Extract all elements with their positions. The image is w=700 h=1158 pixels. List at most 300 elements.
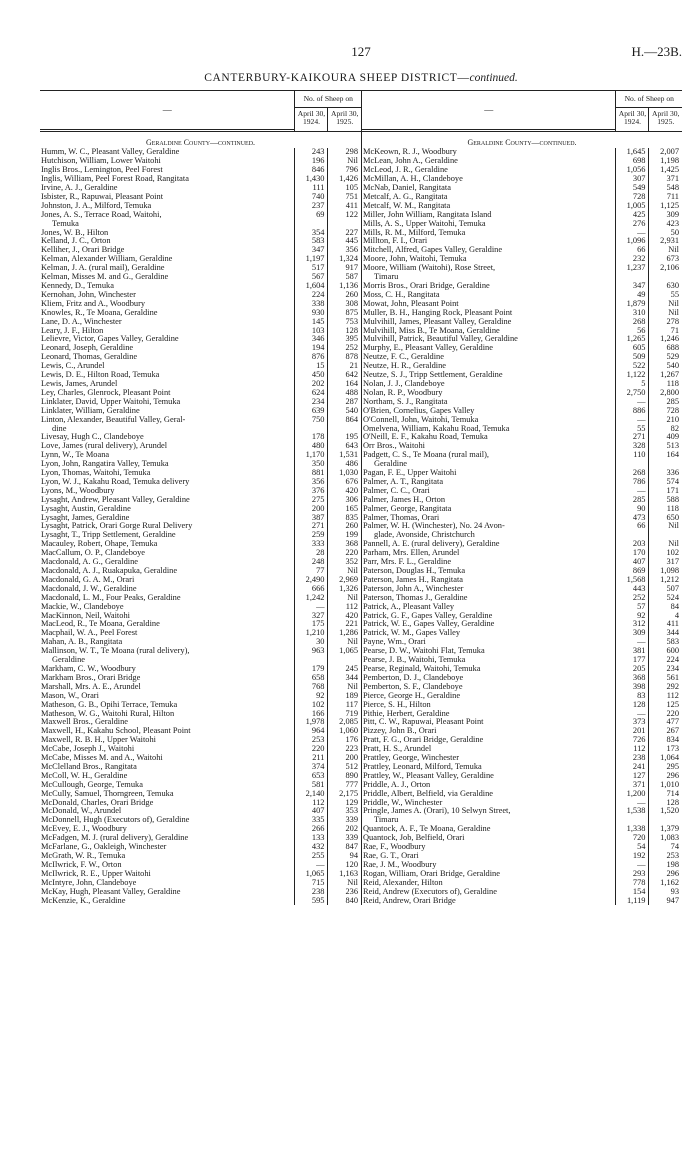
sheep-1924: 103 [295,327,328,336]
owner-name: Palmer, Thomas, Orari [363,513,440,522]
sheep-1924: 194 [295,344,328,353]
sheep-1924: 750 [295,416,328,425]
sheep-1925: 171 [649,487,682,496]
sheep-1925 [328,220,361,229]
table-row [362,567,682,576]
owner-name: Kernohan, John, Winchester [41,290,136,299]
table-row [362,166,682,175]
sheep-1925: 540 [649,362,682,371]
table-row [40,166,361,175]
sheep-1924: 232 [616,255,649,264]
sheep-1924: 268 [616,318,649,327]
sheep-1924: 327 [295,612,328,621]
sheep-1924: 473 [616,514,649,523]
sheep-1924: 869 [616,567,649,576]
owner-name: Pierce, S. H., Hilton [363,700,431,709]
table-row [40,362,361,371]
sheep-1925: 278 [649,318,682,327]
table-row [40,211,361,220]
owner-name: Geraldine [374,460,408,469]
table-row [362,193,682,202]
owner-name: Humm, W. C., Pleasant Valley, Geraldine [41,148,180,157]
table-row [40,549,361,558]
table-row [362,371,682,380]
sheep-1925: 2,007 [649,148,682,157]
sheep-1925: 252 [328,344,361,353]
sheep-1924: 200 [295,505,328,514]
sheep-1924: 2,750 [616,389,649,398]
sheep-1924: 28 [295,549,328,558]
sheep-1924: 102 [295,701,328,710]
section-heading: Geraldine County—continued. [145,137,256,147]
sheep-1924: 407 [295,807,328,816]
table-row [40,469,361,478]
owner-name: Macphail, W. A., Peel Forest [41,629,138,638]
left-table [40,91,361,905]
owner-name: Lysaght, T., Tripp Settlement, Geraldine [41,531,176,540]
table-row [362,638,682,647]
sheep-1924: — [616,638,649,647]
table-row [362,478,682,487]
sheep-1925: 1,286 [328,629,361,638]
sheep-1925 [328,425,361,434]
table-row [362,148,682,157]
sheep-1925: 2,175 [328,790,361,799]
sheep-1924: 509 [616,353,649,362]
sheep-1924: 177 [616,656,649,665]
owner-name: Pemberton, S. F., Clandeboye [363,682,463,691]
owner-name: Jones, A. S., Terrace Road, Waitohi, [41,210,162,219]
sheep-1925: 688 [649,344,682,353]
sheep-1924: 658 [295,674,328,683]
table-row [362,246,682,255]
sheep-1925: 198 [649,861,682,870]
sheep-1924: 387 [295,514,328,523]
sheep-1925: 336 [649,469,682,478]
sheep-1925: 195 [328,433,361,442]
sheep-1924: 145 [295,318,328,327]
sheep-1924: 238 [295,888,328,897]
table-row [362,469,682,478]
owner-name: McFadgen, M. J. (rural delivery), Geraldine [41,834,189,843]
sheep-1925: 409 [649,433,682,442]
sheep-1924 [616,460,649,469]
sheep-1925: 296 [649,870,682,879]
sheep-1924: 881 [295,469,328,478]
sheep-1924: 310 [616,309,649,318]
sheep-1924: 179 [295,665,328,674]
sheep-1925: 199 [328,531,361,540]
sheep-1924: 234 [295,398,328,407]
sheep-1924: — [616,710,649,719]
owner-name: Paterson, James H., Rangitata [363,575,464,584]
sheep-1924: 192 [616,852,649,861]
owner-name: Priddle, W., Winchester [363,798,443,807]
table-row [362,603,682,612]
sheep-1924: — [616,416,649,425]
table-row [362,816,682,825]
sheep-1924: — [616,861,649,870]
sheep-1924: 432 [295,843,328,852]
table-row [362,540,682,549]
owner-name: Macdonald, J. W., Geraldine [41,584,137,593]
table-row [40,612,361,621]
owner-name: Lyon, Thomas, Waitohi, Temuka [41,469,151,478]
sheep-1924: 175 [295,620,328,629]
sheep-1924: 2,140 [295,790,328,799]
sheep-1924: 443 [616,585,649,594]
sheep-1924: 373 [616,718,649,727]
sheep-1925: 420 [328,612,361,621]
sheep-1925: 224 [649,656,682,665]
sheep-1924: 259 [295,531,328,540]
sheep-1924: 374 [295,763,328,772]
sheep-1925: 200 [328,754,361,763]
table-row [362,398,682,407]
sheep-1925: 1,267 [649,371,682,380]
sheep-1925: 220 [649,710,682,719]
sheep-1924: 1,538 [616,807,649,816]
table-row [40,807,361,816]
table-row [40,229,361,238]
owner-name: Timaru [374,273,399,282]
sheep-1925: 2,085 [328,718,361,727]
owner-name: Quantock, A. F., Te Moana, Geraldine [363,825,491,834]
table-row [40,300,361,309]
sheep-1924: 715 [295,879,328,888]
sheep-1925: 486 [328,460,361,469]
sheep-1924 [616,816,649,825]
sheep-1924: 1,119 [616,897,649,906]
sheep-1925: 834 [649,736,682,745]
table-row [362,843,682,852]
owner-name: Palmer, C. C., Orari [363,486,430,495]
table-row [40,603,361,612]
table-row [40,772,361,781]
owner-name: Parham, Mrs. Ellen, Arundel [363,549,460,558]
owner-name: Pearse, D. W., Waitohi Flat, Temuka [363,647,485,656]
right-table-body [362,131,682,905]
sheep-1924: 170 [616,549,649,558]
sheep-1924: 1,568 [616,576,649,585]
name-column-header: — [40,91,295,129]
table-row [362,335,682,344]
sheep-1924: 368 [616,674,649,683]
owner-name: McDonald, Charles, Orari Bridge [41,798,154,807]
owner-name: Rae, G. T., Orari [363,852,419,860]
table-row [40,736,361,745]
owner-name: Inglis Bros., Lemington, Peel Forest [41,166,163,175]
sheep-1924: 333 [295,540,328,549]
sheep-1925: 1,162 [649,879,682,888]
owner-name: Nolan, J. J., Clandeboye [363,379,445,388]
owner-name: Lyon, John, Rangatira Valley, Temuka [41,460,169,469]
sheep-1925: 105 [328,184,361,193]
right-table [362,91,682,905]
table-row [362,781,682,790]
owner-name: Paterson, Douglas H., Temuka [363,567,466,575]
owner-name: Reid, Alexander, Hilton [363,878,443,887]
sheep-1925: 344 [328,674,361,683]
table-row [362,451,682,460]
sheep-1925: 477 [649,718,682,727]
owner-name: Knowles, R., Te Moana, Geraldine [41,308,158,317]
sheep-1925: 84 [649,603,682,612]
table-row [40,273,361,282]
owner-name: Palmer, W. H. (Winchester), No. 24 Avon- [363,522,505,531]
sheep-1925: 600 [649,647,682,656]
owner-name: Quantock, Job, Belfield, Orari [363,834,465,843]
sheep-1925: 643 [328,442,361,451]
sheep-1925: 1,136 [328,282,361,291]
sheep-1924: 203 [616,540,649,549]
owner-name: Priddle, A. J., Orton [363,780,431,789]
owner-name: Pierce, George H., Geraldine [363,691,461,700]
table-row [40,834,361,843]
table-row [40,790,361,799]
sheep-1925: 1,326 [328,585,361,594]
sheep-1925: 339 [328,834,361,843]
owner-name: Kelman, Misses M. and G., Geraldine [41,273,169,282]
sheep-1924: — [616,229,649,238]
sheep-1925: 164 [328,380,361,389]
sheep-1925: 220 [328,549,361,558]
sheep-1925: 2,969 [328,576,361,585]
sheep-1924: 285 [616,496,649,505]
table-row [40,540,361,549]
sheep-1924: 398 [616,683,649,692]
owner-name: Palmer, George, Rangitata [363,504,452,513]
owner-name: Mackie, W., Clandeboye [41,602,124,611]
sheep-1925: 630 [649,282,682,291]
sheep-1925: 728 [649,407,682,416]
sheep-1924: 1,338 [616,825,649,834]
table-row [362,888,682,897]
sheep-1924: 238 [616,754,649,763]
owner-name: Johnston, J. A., Milford, Temuka [41,201,152,210]
sheep-1925: 50 [649,229,682,238]
table-row [40,246,361,255]
table-row [362,264,682,273]
sheep-1925: 835 [328,514,361,523]
sheep-1924: 248 [295,558,328,567]
sheep-1925: 512 [328,763,361,772]
sheep-1925: 1,010 [649,781,682,790]
owner-name: Pemberton, D. J., Clandeboye [363,673,464,682]
owner-name: Leary, J. F., Hilton [41,326,104,335]
table-row [40,674,361,683]
sheep-1924: 276 [616,220,649,229]
owner-name: Mason, W., Orari [41,691,99,700]
sheep-1925: 847 [328,843,361,852]
table-row [362,656,682,665]
sheep-1924: 83 [616,692,649,701]
table-row [40,335,361,344]
table-row [362,309,682,318]
title-suffix: continued. [469,72,518,84]
owner-name: McKeown, R. J., Woodbury [363,148,457,157]
sheep-1924: 268 [616,469,649,478]
sheep-1925: 260 [328,522,361,531]
sheep-1924: 964 [295,727,328,736]
owner-name: McCully, Samuel, Thorngreen, Temuka [41,789,174,798]
sheep-1925: 1,531 [328,451,361,460]
sheep-1925: 164 [649,451,682,460]
table-row [362,594,682,603]
sheep-1924: 963 [295,647,328,656]
sheep-1925: Nil [328,638,361,647]
sheep-1924: 350 [295,460,328,469]
sheep-1924: 581 [295,781,328,790]
sheep-1924: 639 [295,407,328,416]
sheep-1925: 296 [649,772,682,781]
table-row [362,291,682,300]
sheep-1924: 241 [616,763,649,772]
owner-name: McNab, Daniel, Rangitata [363,184,451,193]
owner-name: Marshall, Mrs. A. E., Arundel [41,682,141,691]
owner-name: Pannell, A. E. (rural delivery), Geraldine [363,540,500,549]
sheep-1925: 878 [328,353,361,362]
sheep-1925: 128 [328,327,361,336]
table-row [40,816,361,825]
table-row [40,264,361,273]
sheep-1925: 245 [328,665,361,674]
table-row [362,870,682,879]
owner-name: McCabe, Joseph J., Waitohi [41,745,135,754]
sheep-1925: 540 [328,407,361,416]
owner-name: Mitchell, Alfred, Gapes Valley, Geraldine [363,246,503,255]
owner-name: O'Connell, John, Waitohi, Temuka [363,415,479,424]
sheep-1925: 55 [649,291,682,300]
owner-name: Patrick, W. M., Gapes Valley [363,629,461,638]
sheep-1925: 306 [328,496,361,505]
table-row [40,407,361,416]
owner-name: Pratt, F. G., Orari Bridge, Geraldine [363,736,484,745]
table-row [362,460,682,469]
sheep-1924: 54 [616,843,649,852]
sheep-1925: 1,425 [649,166,682,175]
table-row [40,888,361,897]
sheep-1924: 1,056 [616,166,649,175]
sheep-1925: 2,931 [649,237,682,246]
table-row [362,620,682,629]
owner-name: Neutze, S. J., Tripp Settlement, Geraldine [363,371,503,380]
owner-name: Lysaght, Patrick, Orari Gorge Rural Delivery [41,522,193,531]
sheep-1925: 117 [328,701,361,710]
table-row [40,451,361,460]
sheep-1924: 666 [295,585,328,594]
sheep-1924: 720 [616,834,649,843]
table-row [40,291,361,300]
sheep-1924: 347 [616,282,649,291]
sheep-1925: 1,246 [649,335,682,344]
owner-name: Isbister, R., Rapuwai, Pleasant Point [41,192,164,201]
owner-name: Mills, R. M., Milford, Temuka [363,228,466,237]
table-row [362,229,682,238]
sheep-1924: 110 [616,451,649,460]
owner-name: Macdonald, L. M., Four Peaks, Geraldine [41,593,181,602]
table-row [40,710,361,719]
sheep-1925: 356 [328,246,361,255]
sheep-1924: 111 [295,184,328,193]
table-row [40,531,361,540]
owner-name: Kliem, Fritz and A., Woodbury [41,299,146,308]
sheep-1924: 1,005 [616,202,649,211]
sheep-1924: 338 [295,300,328,309]
table-row [40,781,361,790]
owner-name: Linklater, David, Upper Waitohi, Temuka [41,397,181,406]
owner-name: glade, Avonside, Christchurch [374,531,475,540]
sheep-1925: 411 [328,202,361,211]
sheep-1924: 69 [295,211,328,220]
owner-name: Ley, Charles, Glenrock, Pleasant Point [41,388,171,397]
table-row [40,389,361,398]
owner-name: MacKinnon, Neil, Waitohi [41,611,130,620]
sheep-1925: 317 [649,558,682,567]
sheep-1924: 178 [295,433,328,442]
sheep-1925: 112 [649,692,682,701]
table-row [362,211,682,220]
owner-name: Lane, D. A., Winchester [41,317,122,326]
table-row [362,692,682,701]
sheep-1924: 112 [295,799,328,808]
owner-name: Rogan, William, Orari Bridge, Geraldine [363,869,500,878]
table-row [40,193,361,202]
table-row [40,478,361,487]
owner-name: Kelman, Alexander William, Geraldine [41,255,173,264]
table-row [40,353,361,362]
sheep-1925: 1,064 [649,754,682,763]
sheep-1924: 356 [295,478,328,487]
table-row [362,701,682,710]
owner-name: Paterson, John A., Winchester [363,584,464,593]
owner-name: Palmer, James H., Orton [363,495,446,504]
table-row [40,522,361,531]
sheep-1925: 352 [328,558,361,567]
table-row [362,362,682,371]
name-column-header: — [362,91,616,129]
owner-name: Pithie, Herbert, Geraldine [363,709,450,718]
sheep-1925: 1,520 [649,807,682,816]
table-row [40,148,361,157]
table-row [362,772,682,781]
sheep-1924: 1,645 [616,148,649,157]
sheep-1924: 595 [295,897,328,906]
owner-name: Kelliher, J., Orari Bridge [41,246,125,255]
table-row [40,416,361,425]
table-row [362,237,682,246]
sheep-1924: 30 [295,638,328,647]
sheep-1924: 1,879 [616,300,649,309]
table-row [40,763,361,772]
table-row [40,318,361,327]
sheep-1924: 1,170 [295,451,328,460]
sheep-1925: 189 [328,692,361,701]
table-row [40,496,361,505]
sheep-1925: 751 [328,193,361,202]
sheep-1925: 223 [328,745,361,754]
sheep-1924: 243 [295,148,328,157]
sheep-1924: 381 [616,647,649,656]
sheep-count-header: No. of Sheep on [616,91,682,107]
table-row [362,727,682,736]
sheep-1925: 285 [649,398,682,407]
table-row [40,398,361,407]
sheep-1924: 127 [616,772,649,781]
sheep-1925: 583 [649,638,682,647]
sheep-1925 [649,460,682,469]
table-row [40,879,361,888]
